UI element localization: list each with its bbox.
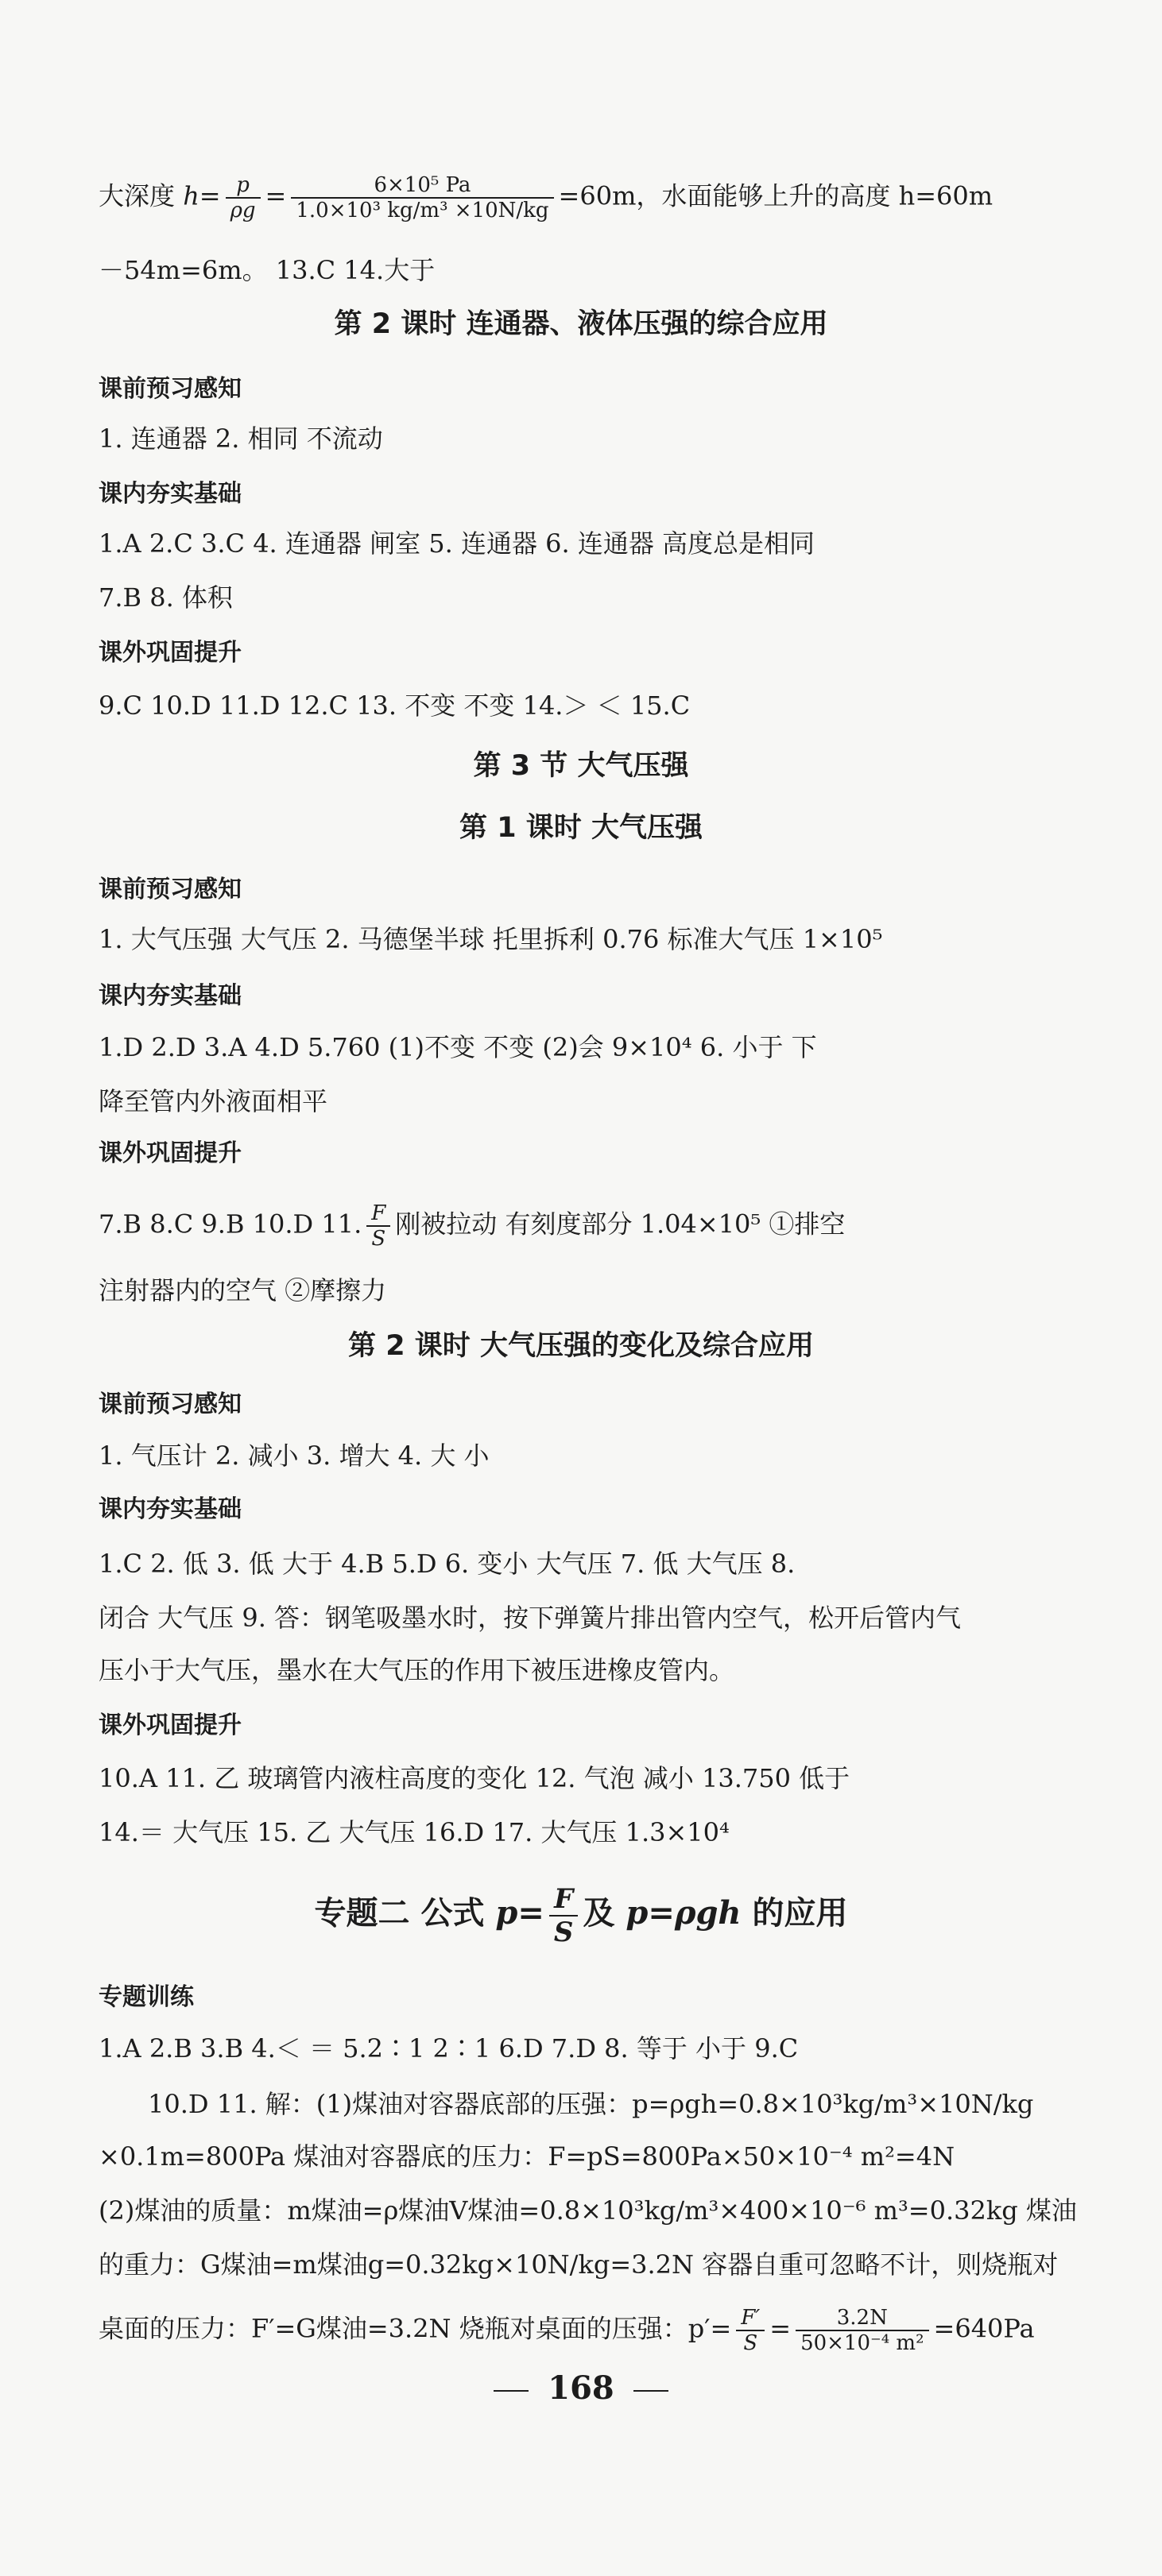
equals: = [769, 2313, 792, 2344]
text-line: 1. 气压计 2. 减小 3. 增大 4. 大 小 [99, 1441, 490, 1471]
text-fragment: 刚被拉动 有刻度部分 1.04×10⁵ ①排空 [395, 1209, 846, 1240]
numerator: F [366, 1201, 390, 1227]
section-title: 课内夯实基础 [99, 982, 242, 1010]
text-line: 闭合 大气压 9. 答：钢笔吸墨水时，按下弹簧片排出管内空气，松开后管内气 [99, 1603, 962, 1633]
variable: h [183, 180, 199, 211]
footer-dash-left [494, 2390, 529, 2392]
text-line: 10.A 11. 乙 玻璃管内液柱高度的变化 12. 气泡 减小 13.750 低于 [99, 1763, 850, 1793]
lesson-heading: 第 2 课时 连通器、液体压强的综合应用 [334, 308, 828, 340]
text-fragment: 大深度 [99, 180, 184, 211]
section-title: 课外巩固提升 [99, 639, 242, 667]
section-heading: 第 3 节 大气压强 [473, 750, 689, 782]
section-title: 课前预习感知 [99, 375, 242, 403]
fraction [736, 2306, 765, 2355]
denominator: S [371, 1227, 386, 1251]
fraction [291, 173, 553, 222]
text-line: 1.A 2.B 3.B 4.＜ ＝ 5.2∶1 2∶1 6.D 7.D 8. 等于 小于 9.C [99, 2033, 799, 2064]
text-line [99, 1201, 1090, 1251]
topic-heading [0, 1883, 1162, 1948]
fraction [549, 1883, 579, 1948]
equals: = [517, 1894, 544, 1932]
footer-dash-right [633, 2390, 668, 2392]
denominator: S [553, 1917, 574, 1948]
text-line: ×0.1m=800Pa 煤油对容器底的压力：F=pS=800Pa×50×10⁻⁴ m²=4N [99, 2141, 955, 2172]
numerator: p [226, 173, 261, 199]
variable: p [495, 1894, 518, 1932]
text-line: 1.D 2.D 3.A 4.D 5.760 (1)不变 不变 (2)会 9×10⁴ 6. 小于 下 [99, 1032, 817, 1062]
numerator: 6×10⁵ Pa [291, 173, 553, 199]
fraction [366, 1201, 390, 1251]
section-title: 课前预习感知 [99, 1390, 242, 1418]
numerator: 3.2N [796, 2306, 928, 2331]
formula: p=ρgh [626, 1894, 742, 1932]
text-line: (2)煤油的质量：m煤油=ρ煤油V煤油=0.8×10³kg/m³×400×10⁻⁶ m³=0.32kg 煤油 [99, 2195, 1077, 2226]
text-line: 1.A 2.C 3.C 4. 连通器 闸室 5. 连通器 6. 连通器 高度总是相同 [99, 528, 815, 559]
section-title: 专题训练 [99, 1983, 194, 2011]
page-number: 168 [548, 2369, 614, 2407]
numerator: F′ [736, 2306, 765, 2331]
numerator: F [549, 1883, 579, 1917]
text-fragment: =640Pa [933, 2313, 1035, 2344]
text-fragment: 的应用 [741, 1894, 848, 1932]
fraction [226, 173, 261, 222]
text-line: 9.C 10.D 11.D 12.C 13. 不变 不变 14.＞ ＜ 15.C [99, 690, 691, 721]
denominator: 1.0×10³ kg/m³ ×10N/kg [296, 199, 549, 222]
text-fragment: 桌面的压力：F′=G煤油=3.2N 烧瓶对桌面的压强：p′= [99, 2313, 732, 2344]
denominator: S [743, 2331, 758, 2355]
text-line: 1. 大气压强 大气压 2. 马德堡半球 托里拆利 0.76 标准大气压 1×10⁵ [99, 924, 883, 954]
fraction [796, 2306, 928, 2355]
text-line: 1.C 2. 低 3. 低 大于 4.B 5.D 6. 变小 大气压 7. 低 大气压 8. [99, 1549, 796, 1579]
text-line: 压小于大气压，墨水在大气压的作用下被压进橡皮管内。 [99, 1655, 735, 1685]
text-fragment: 专题二 公式 [314, 1894, 496, 1932]
text-fragment: 及 [583, 1894, 626, 1932]
lesson-heading: 第 1 课时 大气压强 [459, 812, 703, 844]
text-line [99, 173, 1090, 222]
page-footer [0, 2366, 1162, 2411]
section-title: 课内夯实基础 [99, 1495, 242, 1523]
equals: = [265, 180, 287, 211]
text-fragment: 7.B 8.C 9.B 10.D 11. [99, 1209, 362, 1240]
text-line: 降至管内外液面相平 [99, 1086, 328, 1116]
text-line: －54m=6m。 13.C 14.大于 [99, 255, 436, 285]
denominator: ρg [230, 199, 256, 222]
text-line: 10.D 11. 解：(1)煤油对容器底部的压强：p=ρgh=0.8×10³kg/m³×10N/kg [148, 2089, 1034, 2119]
text-line: 14.＝ 大气压 15. 乙 大气压 16.D 17. 大气压 1.3×10⁴ [99, 1817, 730, 1847]
text-line: 1. 连通器 2. 相同 不流动 [99, 424, 383, 454]
denominator: 50×10⁻⁴ m² [800, 2331, 924, 2355]
equals: = [199, 180, 221, 211]
section-title: 课外巩固提升 [99, 1139, 242, 1167]
text-line: 注射器内的空气 ②摩擦力 [99, 1275, 387, 1305]
section-title: 课外巩固提升 [99, 1712, 242, 1739]
section-title: 课内夯实基础 [99, 480, 242, 508]
text-line: 7.B 8. 体积 [99, 582, 233, 613]
text-line: 的重力：G煤油=m煤油g=0.32kg×10N/kg=3.2N 容器自重可忽略不计，则烧瓶对 [99, 2249, 1059, 2280]
text-fragment: =60m，水面能够上升的高度 h=60m [558, 180, 994, 211]
lesson-heading: 第 2 课时 大气压强的变化及综合应用 [348, 1330, 814, 1362]
text-line [99, 2306, 1090, 2355]
section-title: 课前预习感知 [99, 876, 242, 903]
